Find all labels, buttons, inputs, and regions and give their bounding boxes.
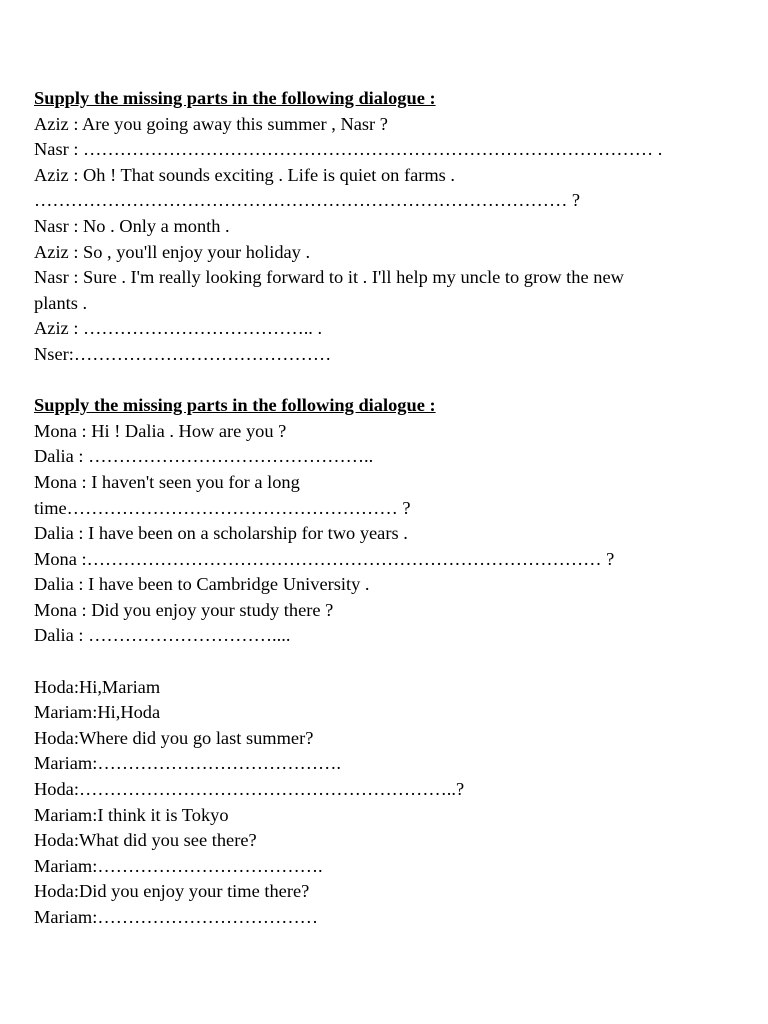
dialogue-line: Dalia : ………………………….... [34,625,291,646]
dialogue-line: Aziz : Are you going away this summer , Nasr ? [34,113,388,134]
dialogue-line: Dalia : ……………………………………….. [34,446,374,467]
worksheet-page [34,86,734,931]
section1-heading: Supply the missing parts in the following dialogue : [34,88,436,108]
dialogue-line: Nasr : No . Only a month . [34,215,230,236]
dialogue-line: Mariam:…………………………………. [34,753,342,774]
dialogue-line: Aziz : ……………………………….. . [34,318,323,339]
dialogue-line: Hoda:Did you enjoy your time there? [34,881,310,902]
dialogue-line: Nasr : ………………………………………………………………………………… . [34,139,663,160]
dialogue-line: Mariam:Hi,Hoda [34,702,161,723]
dialogue-line: Mona :………………………………………………………………………… ? [34,548,615,569]
dialogue-line: Hoda:Where did you go last summer? [34,727,314,748]
dialogue-line: Hoda:……………………………………………………..? [34,779,465,800]
dialogue-line: Dalia : I have been to Cambridge University . [34,574,370,595]
section-spacer [34,649,734,675]
dialogue-line: Hoda:Hi,Mariam [34,676,161,697]
dialogue-line: Mariam:I think it is Tokyo [34,804,229,825]
dialogue-line: Mona : Did you enjoy your study there ? [34,599,334,620]
dialogue-line: Hoda:What did you see there? [34,830,257,851]
dialogue-line: Aziz : Oh ! That sounds exciting . Life is quiet on farms . [34,164,456,185]
dialogue-line: Mona : I haven't seen you for a long [34,471,300,492]
dialogue-line: Dalia : I have been on a scholarship for two years . [34,523,408,544]
dialogue-line: Nasr : Sure . I'm really looking forward to it . I'll help my uncle to grow the new plants . [34,267,624,313]
dialogue-line: Mariam:………………………………. [34,855,323,876]
dialogue-line: Mona : Hi ! Dalia . How are you ? [34,420,287,441]
dialogue-line: Mariam:……………………………… [34,907,319,927]
section2-heading: Supply the missing parts in the following dialogue : [34,395,436,416]
dialogue-line: time……………………………………………… ? [34,497,411,518]
dialogue-line: …………………………………………………………………………… ? [34,190,581,211]
dialogue-line: Aziz : So , you'll enjoy your holiday . [34,241,311,262]
section-spacer [34,368,734,394]
dialogue-line: Nser:…………………………………… [34,343,332,364]
